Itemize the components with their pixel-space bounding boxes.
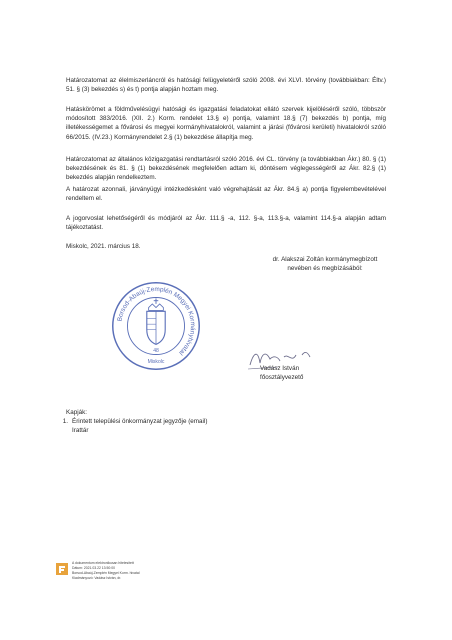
footer-line: Dátum: 2021.03.22 13:50:00 — [72, 566, 115, 570]
footer-line: A dokumentum elektronikusan hitelesített — [72, 561, 134, 565]
recipients-heading: Kapják: — [66, 409, 88, 416]
document-date: Miskolc, 2021. március 18. — [66, 243, 141, 250]
paragraph-legal-basis: Határozatomat az élelmiszerláncról és hatósági felügyeletéről szóló 2008. évi XLVI. törvény (továbbiakban: Éltv.) 51. § (3) bekezdés s) és t) pontja alapján hoztam meg. — [66, 77, 386, 94]
signature-authority-line2: nevében és megbízásából: — [287, 264, 363, 272]
paragraph-competence: Hatáskörömet a földművelésügyi hatósági és igazgatási feladatokat ellátó szervek kijelöléséről szóló, többször módosított 383/2016. (XII. 2.) Korm. rendelet 13.§ e) pontja, valamint 18.§ (7) bekezdés b) pontja, míg illetékességemet a fővárosi és megyei kormányhivatalokról, valamint a járási (fővárosi kerületi) hivatalokról szóló 66/2015. (IV.23.) Kormányrendelet 2.§ (1) bekezdése állapítja meg. — [66, 106, 386, 141]
signer-title: főosztályvezető — [260, 373, 304, 381]
list-item-text: Érintett települési önkormányzat jegyzője (email) — [72, 418, 208, 425]
certificate-logo-icon — [56, 563, 68, 575]
recipients-extra: Irattár — [72, 427, 89, 434]
coat-of-arms-icon — [147, 298, 165, 344]
footer-line: Borsod-Abaúj-Zemplén Megyei Korm. hivatal — [72, 571, 140, 575]
footer-text — [72, 561, 139, 581]
authentication-footer — [56, 561, 139, 581]
signature-authority — [260, 256, 390, 273]
signer-info — [260, 365, 303, 383]
list-item — [54, 417, 207, 426]
signer-name: Vadász István — [260, 365, 300, 372]
paragraph-execution: A határozat azonnali, járványügyi intézkedésként való végrehajtását az Ákr. 84.§ a) pontja figyelembevételével rendeltem el. — [66, 186, 386, 203]
stamp-number: 48 — [153, 347, 159, 354]
stamp-ring-text: Borsod-Abaúj-Zemplén Megyei Kormányhivatal — [116, 285, 197, 357]
list-item-number: 1. — [62, 418, 68, 425]
paragraph-remedy: A jogorvoslat lehetőségéről és módjáról az Ákr. 111.§ -a, 112. §-a, 113.§-a, valamint 114.§-a alapján adtam tájékoztatást. — [66, 215, 386, 232]
paragraph-procedure: Határozatomat az általános közigazgatási rendtartásról szóló 2016. évi CL. törvény (a továbbiakban Ákr.) 80. § (1) bekezdésének és 81. § (1) bekezdésének megfelelően adtam ki, döntésem véglegességéről az Ákr. 82.§ (1) bekezdés alapján rendelkeztem. — [66, 156, 386, 182]
footer-line: Kiadmányozó: Vadász István, dr. — [72, 576, 122, 580]
official-stamp — [110, 280, 202, 372]
recipients-list — [54, 408, 207, 435]
stamp-city: Miskolc — [147, 358, 165, 365]
signature-authority-line1: dr. Alakszai Zoltán kormánymegbízott — [272, 256, 378, 263]
